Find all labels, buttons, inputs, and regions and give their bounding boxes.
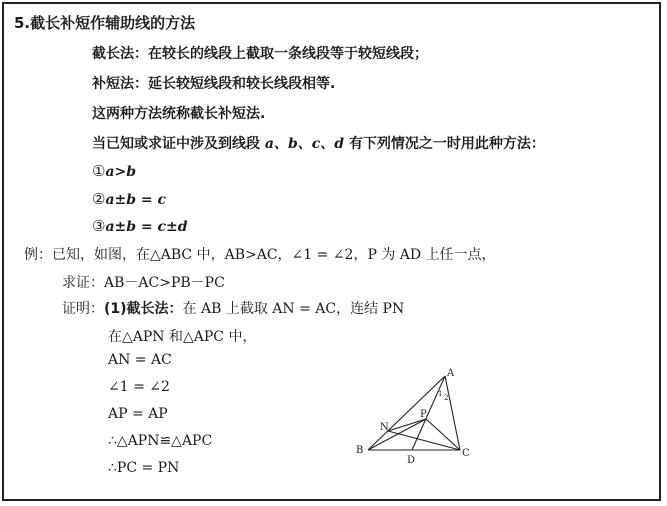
label-B: B — [356, 445, 364, 456]
label-angle-2: 2 — [444, 394, 449, 402]
case-1 — [92, 161, 136, 180]
proof-step-text: 在 AB 上截取 AN = AC，连结 PN — [182, 301, 405, 317]
given-label: 例：已知， — [24, 247, 94, 263]
case-3 — [92, 216, 188, 235]
geometry-figure — [350, 364, 480, 464]
label-D: D — [407, 455, 416, 464]
case-3-number: ③ — [92, 217, 106, 235]
example-given — [24, 244, 496, 264]
prove-text: AB－AC>PB－PC — [104, 275, 225, 291]
condition-line — [92, 133, 545, 153]
condition-vars: a、b、c、d — [264, 136, 345, 152]
label-A: A — [447, 368, 455, 379]
segment-AB — [368, 376, 445, 450]
fill-short-method: 补短法：延长较短线段和较长线段相等. — [92, 76, 336, 92]
proof-step-1: 在△APN 和△APC 中， — [108, 329, 257, 345]
label-angle-1: 1 — [438, 390, 443, 398]
proof-step-6: ∴PC = PN — [108, 460, 180, 476]
segment-BP — [368, 419, 426, 450]
label-C: C — [462, 448, 470, 459]
proof-intro — [62, 298, 404, 318]
given-text: 如图，在△ABC 中，AB>AC，∠1 = ∠2，P 为 AD 上任一点， — [94, 247, 496, 263]
label-P: P — [420, 409, 427, 420]
proof-step-label: (1)截长法： — [104, 301, 183, 317]
label-N: N — [380, 422, 389, 433]
section-title: 5.截长补短作辅助线的方法 — [14, 14, 196, 32]
prove-label: 求证： — [62, 275, 104, 291]
proof-step-2: AN = AC — [108, 352, 172, 368]
case-2 — [92, 189, 166, 208]
case-2-number: ② — [92, 190, 106, 208]
proof-step-5: ∴△APN≌△APC — [108, 433, 213, 449]
case-2-expr: a±b = c — [105, 192, 167, 208]
proof-label: 证明： — [62, 301, 104, 317]
proof-step-3: ∠1 = ∠2 — [108, 379, 170, 395]
case-3-expr: a±b = c±d — [105, 219, 188, 235]
condition-pre: 当已知或求证中涉及到线段 — [92, 136, 260, 152]
cut-long-method: 截长法：在较长的线段上截取一条线段等于较短线段； — [92, 46, 428, 62]
case-1-expr: a>b — [105, 164, 137, 180]
case-1-number: ① — [92, 162, 106, 180]
method-summary: 这两种方法统称截长补短法. — [92, 106, 266, 122]
proof-step-4: AP = AP — [108, 406, 168, 422]
example-prove — [62, 272, 225, 292]
condition-post: 有下列情况之一时用此种方法： — [348, 136, 545, 152]
